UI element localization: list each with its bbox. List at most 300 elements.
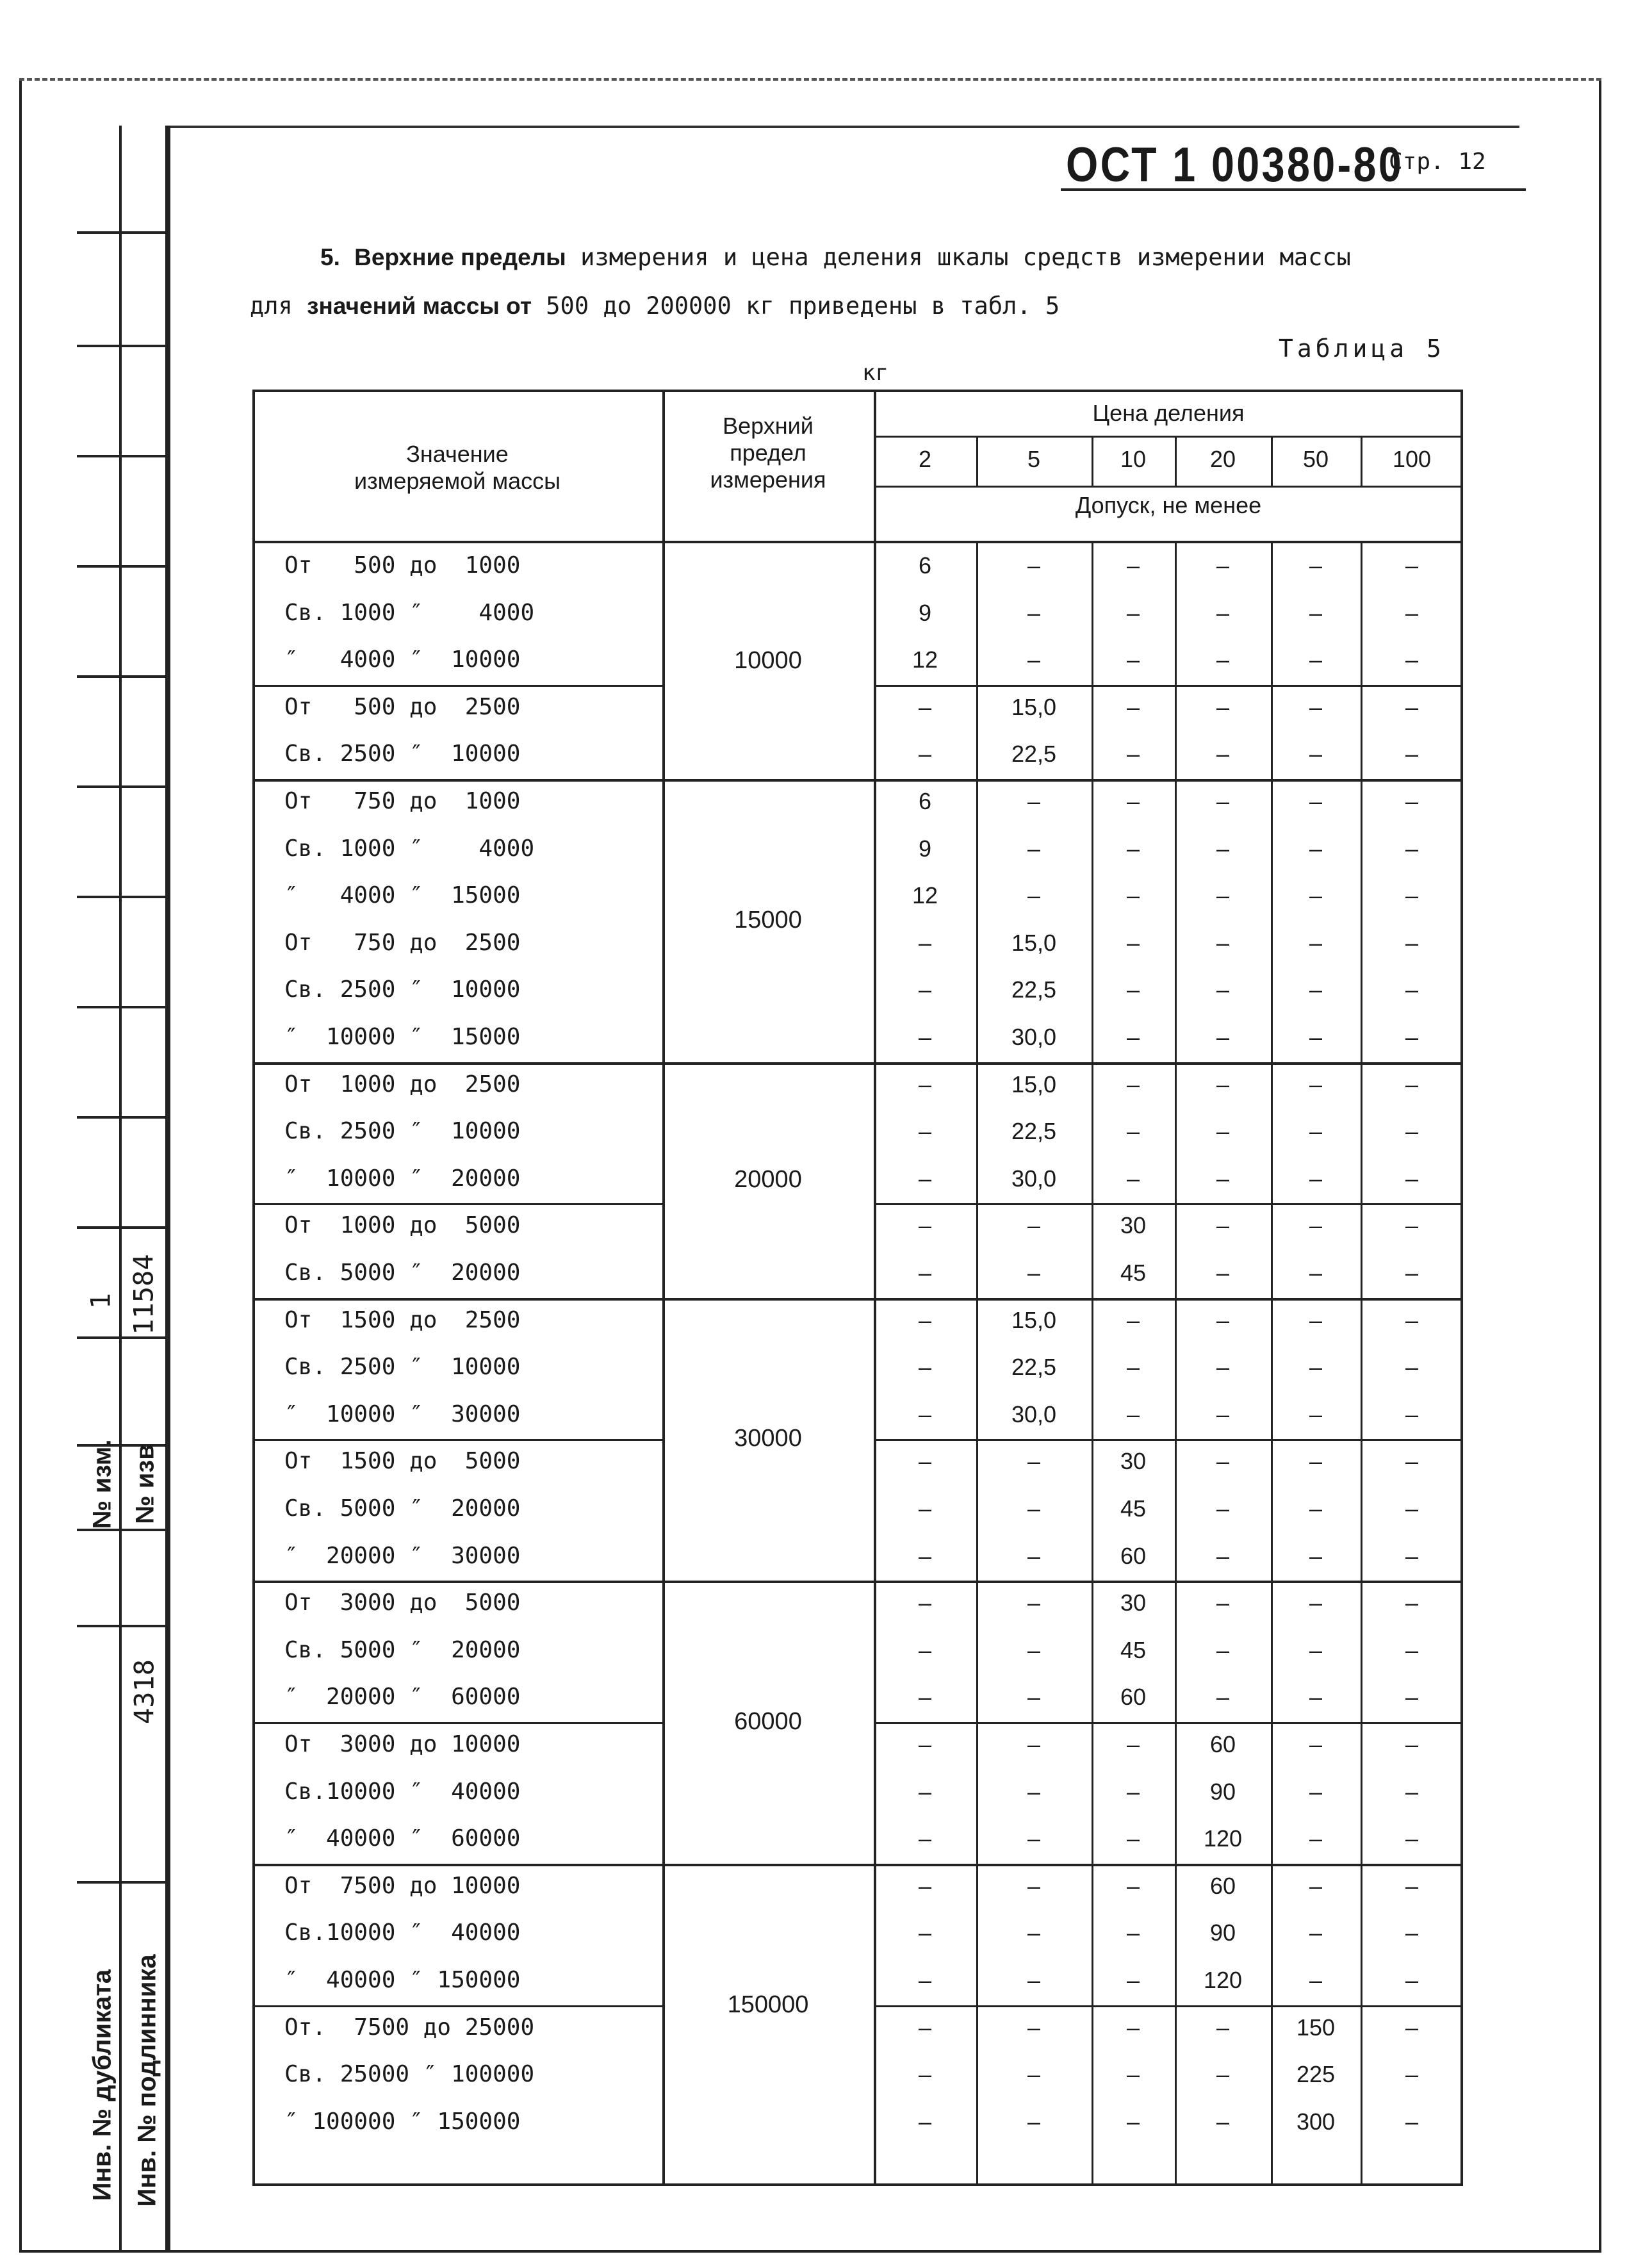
tolerance-cell: –	[1309, 1919, 1323, 1946]
tolerance-cell: 60	[1120, 1542, 1147, 1569]
row-label: Св. 1000 ″ 4000	[284, 835, 535, 862]
row-label: От 1500 до 5000	[284, 1448, 521, 1475]
tolerance-cell: –	[918, 1919, 932, 1946]
upper-limit-value: 20000	[734, 1165, 802, 1193]
subgroup-rule	[252, 1203, 662, 1205]
tolerance-cell: 45	[1120, 1495, 1147, 1522]
strip-rule	[77, 1116, 168, 1119]
paragraph-line-2	[250, 292, 1059, 320]
tolerance-cell: –	[1027, 1872, 1041, 1899]
tolerance-cell: 15,0	[1011, 1306, 1057, 1333]
row-label: Св. 5000 ″ 20000	[284, 1260, 521, 1286]
tolerance-cell: –	[1216, 1684, 1230, 1711]
row-label: От 750 до 1000	[284, 788, 521, 814]
tolerance-cell: 12	[912, 646, 938, 673]
row-label: ″ 20000 ″ 60000	[284, 1684, 521, 1711]
tolerance-cell: –	[1405, 1212, 1419, 1239]
paragraph-bold-2: значений массы от	[307, 293, 532, 319]
subgroup-rule	[252, 685, 662, 687]
tolerance-cell: –	[1027, 788, 1041, 814]
tolerance-cell: –	[1309, 1165, 1323, 1192]
tolerance-cell: –	[1216, 1542, 1230, 1569]
tolerance-cell: –	[1126, 646, 1140, 673]
tolerance-cell: –	[1405, 646, 1419, 673]
tolerance-cell: 30	[1120, 1590, 1147, 1616]
tolerance-cell: –	[1309, 693, 1323, 720]
tolerance-cell: –	[1027, 1778, 1041, 1805]
group-rule	[252, 1581, 1463, 1583]
tolerance-cell: –	[1405, 741, 1419, 768]
tolerance-cell: 15,0	[1011, 929, 1057, 956]
tolerance-cell: –	[1126, 741, 1140, 768]
tolerance-cell: –	[1405, 788, 1419, 814]
tolerance-cell: 22,5	[1011, 976, 1057, 1003]
tolerance-cell: –	[1216, 1118, 1230, 1145]
tolerance-cell: –	[1027, 1448, 1041, 1475]
strip-rule	[77, 896, 168, 898]
tolerance-cell: –	[1216, 2014, 1230, 2041]
notice-number: 11584	[127, 1254, 160, 1335]
tolerance-cell: 6	[918, 552, 932, 579]
tolerance-cell: –	[1216, 1071, 1230, 1097]
tolerance-cell: –	[1405, 1825, 1419, 1852]
tolerance-cell: –	[1027, 2108, 1041, 2135]
tolerance-cell: –	[1027, 1825, 1041, 1852]
paragraph-text-2b: 500 до 200000 кг приведены в табл. 5	[546, 292, 1060, 320]
tolerance-cell: –	[1309, 1825, 1323, 1852]
tolerance-cell: –	[1309, 882, 1323, 909]
tolerance-cell: –	[1126, 1024, 1140, 1050]
tolerance-cell: –	[1405, 693, 1419, 720]
row-label: Св. 25000 ″ 100000	[284, 2061, 535, 2088]
tolerance-cell: –	[1309, 929, 1323, 956]
tolerance-cell: –	[1216, 693, 1230, 720]
tolerance-cell: –	[1027, 2014, 1041, 2041]
tolerance-cell: 30,0	[1011, 1165, 1057, 1192]
tolerance-cell: –	[1405, 1071, 1419, 1097]
tolerance-cell: –	[1309, 1024, 1323, 1050]
header-division-5: 5	[1027, 446, 1041, 472]
header-rule	[874, 436, 1463, 438]
tolerance-cell: –	[918, 693, 932, 720]
tolerance-cell: –	[1216, 1495, 1230, 1522]
table-left-border	[252, 390, 255, 2183]
row-label: Св. 1000 ″ 4000	[284, 599, 535, 626]
header-division-20: 20	[1209, 446, 1236, 472]
tolerance-cell: –	[1126, 693, 1140, 720]
tolerance-cell: –	[918, 1967, 932, 1993]
paragraph-number: 5.	[320, 244, 340, 270]
header-tolerance: Допуск, не менее	[1075, 492, 1262, 518]
subgroup-rule	[874, 1439, 1463, 1441]
tolerance-cell: –	[1126, 1872, 1140, 1899]
tolerance-cell: –	[1027, 1636, 1041, 1663]
tolerance-cell: –	[918, 1401, 932, 1427]
tolerance-cell: –	[1216, 1212, 1230, 1239]
tolerance-cell: –	[918, 1024, 932, 1050]
tolerance-cell: –	[918, 1165, 932, 1192]
tolerance-cell: –	[918, 1636, 932, 1663]
tolerance-cell: –	[918, 976, 932, 1003]
tolerance-cell: –	[1405, 976, 1419, 1003]
tolerance-cell: –	[1216, 882, 1230, 909]
row-label: Св. 5000 ″ 20000	[284, 1495, 521, 1522]
tolerance-cell: –	[1126, 835, 1140, 862]
tolerance-cell: –	[918, 1825, 932, 1852]
row-label: От 1000 до 5000	[284, 1212, 521, 1239]
paragraph-text-1: измерения и цена деления шкалы средств измерении массы	[580, 243, 1351, 271]
strip-rule	[77, 231, 168, 234]
tolerance-cell: –	[1405, 835, 1419, 862]
tolerance-cell: –	[1027, 646, 1041, 673]
tolerance-cell: –	[918, 1731, 932, 1757]
tolerance-cell: –	[918, 2108, 932, 2135]
tolerance-cell: –	[1216, 552, 1230, 579]
tolerance-cell: –	[1126, 599, 1140, 626]
tolerance-cell: –	[1126, 1354, 1140, 1381]
change-number: 1	[85, 1292, 117, 1310]
tolerance-cell: –	[1126, 1306, 1140, 1333]
tolerance-cell: –	[1309, 1778, 1323, 1805]
tolerance-cell: –	[1216, 1401, 1230, 1427]
row-label: ″ 100000 ″ 150000	[284, 2108, 521, 2135]
tolerance-cell: –	[1216, 1260, 1230, 1286]
change-no-label: № изм.	[88, 1439, 117, 1529]
row-label: Св. 2500 ″ 10000	[284, 741, 521, 768]
tolerance-cell: –	[1309, 1306, 1323, 1333]
tolerance-cell: –	[1309, 1636, 1323, 1663]
header-division-2: 2	[918, 446, 932, 472]
tolerance-cell: –	[1216, 599, 1230, 626]
tolerance-cell: –	[1216, 929, 1230, 956]
duplicate-inventory-label: Инв. № дубликата	[88, 1969, 117, 2201]
header-mass-value: Значение измеряемой массы	[354, 441, 561, 494]
tolerance-cell: 60	[1209, 1731, 1236, 1757]
row-label: От 1000 до 2500	[284, 1071, 521, 1097]
tolerance-cell: –	[1027, 1919, 1041, 1946]
tolerance-cell: 6	[918, 788, 932, 814]
tolerance-cell: –	[1405, 1542, 1419, 1569]
tolerance-cell: 12	[912, 882, 938, 909]
group-rule	[252, 1298, 1463, 1301]
tolerance-cell: –	[1405, 1919, 1419, 1946]
tolerance-cell: –	[1216, 1306, 1230, 1333]
tolerance-cell: –	[1126, 2108, 1140, 2135]
tolerance-cell: –	[1309, 1495, 1323, 1522]
tolerance-cell: –	[1309, 1731, 1323, 1757]
header-upper-limit: Верхний предел измерения	[710, 413, 826, 493]
row-label: Св. 2500 ″ 10000	[284, 976, 521, 1003]
tolerance-cell: –	[1309, 1684, 1323, 1711]
tolerance-cell: –	[1126, 976, 1140, 1003]
tolerance-cell: –	[1126, 1825, 1140, 1852]
tolerance-cell: 15,0	[1011, 693, 1057, 720]
tolerance-cell: –	[1126, 1731, 1140, 1757]
row-label: От 1500 до 2500	[284, 1306, 521, 1333]
tolerance-cell: –	[1405, 1872, 1419, 1899]
tolerance-cell: –	[1309, 1260, 1323, 1286]
tolerance-cell: –	[1027, 599, 1041, 626]
row-label: ″ 10000 ″ 20000	[284, 1165, 521, 1192]
tolerance-cell: 30,0	[1011, 1401, 1057, 1427]
tolerance-cell: 90	[1209, 1919, 1236, 1946]
tolerance-cell: –	[1216, 1024, 1230, 1050]
tolerance-cell: –	[1126, 1967, 1140, 1993]
tolerance-cell: –	[1405, 1306, 1419, 1333]
row-label: От 7500 до 10000	[284, 1872, 521, 1899]
group-rule	[252, 1062, 1463, 1065]
tolerance-cell: –	[1126, 552, 1140, 579]
tolerance-cell: –	[1216, 1165, 1230, 1192]
tolerance-cell: –	[1405, 1260, 1419, 1286]
tolerance-cell: –	[1126, 1401, 1140, 1427]
tolerance-cell: –	[1309, 646, 1323, 673]
header-rule	[874, 486, 1463, 488]
tolerance-cell: –	[1405, 1684, 1419, 1711]
tolerance-cell: –	[1405, 1401, 1419, 1427]
tolerance-cell: –	[918, 1495, 932, 1522]
tolerance-cell: –	[1027, 1260, 1041, 1286]
tolerance-cell: –	[1216, 1354, 1230, 1381]
row-label: ″ 20000 ″ 30000	[284, 1542, 521, 1569]
tolerance-cell: –	[1309, 1401, 1323, 1427]
upper-limit-value: 10000	[734, 647, 802, 674]
tolerance-cell: –	[1027, 2061, 1041, 2088]
paragraph-line-1	[320, 243, 1351, 271]
strip-rule	[77, 1881, 168, 1884]
tolerance-cell: –	[1309, 1967, 1323, 1993]
row-label: ″ 10000 ″ 15000	[284, 1024, 521, 1050]
tolerance-cell: –	[1027, 1731, 1041, 1757]
row-label: ″ 10000 ″ 30000	[284, 1401, 521, 1427]
group-rule	[252, 1864, 1463, 1866]
subgroup-rule	[252, 1439, 662, 1441]
row-label: Св.10000 ″ 40000	[284, 1778, 521, 1805]
tolerance-cell: –	[1126, 1118, 1140, 1145]
tolerance-cell: –	[1309, 552, 1323, 579]
tolerance-cell: –	[1216, 1636, 1230, 1663]
tolerance-cell: –	[1216, 835, 1230, 862]
paragraph-bold-1: Верхние пределы	[354, 244, 566, 270]
tolerance-cell: –	[1309, 599, 1323, 626]
row-label: От 3000 до 10000	[284, 1731, 521, 1757]
row-label: От 3000 до 5000	[284, 1590, 521, 1616]
tolerance-cell: 90	[1209, 1778, 1236, 1805]
tolerance-cell: –	[1309, 1118, 1323, 1145]
tolerance-cell: –	[918, 1872, 932, 1899]
row-label: Св.10000 ″ 40000	[284, 1919, 521, 1946]
tolerance-cell: –	[1027, 1967, 1041, 1993]
tolerance-cell: 45	[1120, 1260, 1147, 1286]
tolerance-cell: 150	[1296, 2014, 1336, 2041]
tolerance-cell: –	[1126, 882, 1140, 909]
tolerance-cell: –	[1405, 1636, 1419, 1663]
tolerance-cell: –	[1309, 1448, 1323, 1475]
tolerance-cell: 15,0	[1011, 1071, 1057, 1097]
tolerance-cell: –	[1027, 1212, 1041, 1239]
subgroup-rule	[874, 685, 1463, 687]
strip-col-left	[77, 126, 122, 2250]
tolerance-cell: 45	[1120, 1636, 1147, 1663]
tolerance-cell: –	[1405, 1354, 1419, 1381]
tolerance-cell: –	[1126, 1919, 1140, 1946]
tolerance-cell: –	[1309, 741, 1323, 768]
tolerance-cell: –	[1309, 1872, 1323, 1899]
header-division-price: Цена деления	[1092, 400, 1245, 426]
subgroup-rule	[252, 2005, 662, 2007]
tolerance-cell: 9	[918, 835, 932, 862]
tolerance-cell: –	[918, 1684, 932, 1711]
row-label: ″ 4000 ″ 15000	[284, 882, 521, 909]
tolerance-cell: 30	[1120, 1448, 1147, 1475]
table-unit: кг	[862, 360, 888, 386]
tolerance-cell: –	[918, 1212, 932, 1239]
subgroup-rule	[874, 2005, 1463, 2007]
tolerance-cell: –	[1216, 2108, 1230, 2135]
upper-limit-value: 15000	[734, 906, 802, 933]
tolerance-cell: –	[1216, 976, 1230, 1003]
strip-rule	[77, 565, 168, 568]
tolerance-cell: –	[918, 1071, 932, 1097]
tolerance-cell: –	[918, 929, 932, 956]
tolerance-cell: –	[1027, 882, 1041, 909]
tolerance-cell: –	[1027, 1542, 1041, 1569]
strip-rule	[77, 1625, 168, 1627]
tolerance-cell: –	[1126, 929, 1140, 956]
strip-rule	[77, 455, 168, 457]
tolerance-cell: –	[1027, 552, 1041, 579]
tolerance-cell: –	[1309, 1542, 1323, 1569]
row-label: Св. 2500 ″ 10000	[284, 1354, 521, 1381]
tolerance-cell: –	[1309, 1354, 1323, 1381]
tolerance-cell: –	[1309, 835, 1323, 862]
tolerance-cell: –	[1405, 929, 1419, 956]
upper-limit-value: 150000	[727, 1991, 809, 2018]
tolerance-cell: 9	[918, 599, 932, 626]
tolerance-cell: –	[1216, 646, 1230, 673]
row-label: ″ 40000 ″ 60000	[284, 1825, 521, 1852]
header-rule	[1061, 188, 1526, 191]
tolerance-cell: –	[1027, 1684, 1041, 1711]
tolerance-cell: 225	[1296, 2061, 1336, 2088]
tolerance-cell: –	[918, 1354, 932, 1381]
tolerance-cell: –	[1405, 1495, 1419, 1522]
tolerance-cell: 30,0	[1011, 1024, 1057, 1050]
tolerance-cell: –	[1126, 1071, 1140, 1097]
row-label: Св. 5000 ″ 20000	[284, 1636, 521, 1663]
tolerance-cell: –	[1405, 2014, 1419, 2041]
paragraph-text-2a: для	[250, 292, 293, 320]
document-number: ОСТ 1 00380-80	[1066, 138, 1404, 192]
tolerance-cell: –	[1309, 1590, 1323, 1616]
tolerance-cell: –	[918, 2061, 932, 2088]
tolerance-cell: –	[1126, 2014, 1140, 2041]
tolerance-cell: –	[1216, 2061, 1230, 2088]
tolerance-cell: –	[1309, 788, 1323, 814]
row-label: От 750 до 2500	[284, 929, 521, 956]
row-label: Св. 2500 ″ 10000	[284, 1118, 521, 1145]
tolerance-cell: 120	[1203, 1967, 1243, 1993]
original-inventory-number: 4318	[128, 1659, 160, 1725]
table	[252, 390, 1463, 2183]
strip-rule	[77, 675, 168, 678]
strip-rule	[77, 785, 168, 788]
tolerance-cell: 22,5	[1011, 1354, 1057, 1381]
tolerance-cell: 60	[1209, 1872, 1236, 1899]
tolerance-cell: –	[1027, 835, 1041, 862]
row-label: От 500 до 2500	[284, 693, 521, 720]
tolerance-cell: 22,5	[1011, 741, 1057, 768]
header-bottom-rule	[252, 541, 1463, 543]
group-rule	[252, 779, 1463, 782]
tolerance-cell: –	[918, 1306, 932, 1333]
tolerance-cell: –	[1405, 1118, 1419, 1145]
original-inventory-label: Инв. № подлинника	[133, 1954, 161, 2207]
notice-no-label: № изв	[131, 1444, 160, 1524]
tolerance-cell: –	[1405, 1448, 1419, 1475]
tolerance-cell: –	[1309, 1071, 1323, 1097]
tolerance-cell: –	[1216, 1448, 1230, 1475]
tolerance-cell: –	[1405, 1731, 1419, 1757]
tolerance-cell: –	[1405, 2061, 1419, 2088]
table-top-border	[252, 390, 1463, 392]
strip-rule	[77, 345, 168, 347]
header-division-50: 50	[1302, 446, 1329, 472]
tolerance-cell: 300	[1296, 2108, 1336, 2135]
tolerance-cell: 60	[1120, 1684, 1147, 1711]
tolerance-cell: –	[1216, 741, 1230, 768]
tolerance-cell: –	[1405, 1590, 1419, 1616]
upper-limit-value: 30000	[734, 1425, 802, 1452]
page-number: Стр. 12	[1389, 149, 1486, 175]
subgroup-rule	[874, 1722, 1463, 1724]
row-label: ″ 4000 ″ 10000	[284, 646, 521, 673]
side-strip	[77, 126, 168, 2250]
tolerance-cell: –	[918, 1778, 932, 1805]
tolerance-cell: –	[1405, 1778, 1419, 1805]
tolerance-cell: –	[1216, 788, 1230, 814]
tolerance-cell: –	[918, 2014, 932, 2041]
tolerance-cell: –	[1405, 882, 1419, 909]
tolerance-cell: –	[918, 1260, 932, 1286]
tolerance-cell: –	[918, 741, 932, 768]
tolerance-cell: –	[1405, 1165, 1419, 1192]
strip-rule	[77, 1006, 168, 1008]
tolerance-cell: –	[1405, 552, 1419, 579]
row-label: От 500 до 1000	[284, 552, 521, 579]
subgroup-rule	[874, 1203, 1463, 1205]
tolerance-cell: –	[1027, 1590, 1041, 1616]
tolerance-cell: 120	[1203, 1825, 1243, 1852]
tolerance-cell: –	[1405, 1967, 1419, 1993]
tolerance-cell: –	[1405, 599, 1419, 626]
tolerance-cell: 30	[1120, 1212, 1147, 1239]
tolerance-cell: –	[1126, 1165, 1140, 1192]
strip-col-right	[122, 126, 168, 2250]
tolerance-cell: –	[1309, 976, 1323, 1003]
tolerance-cell: –	[1309, 1212, 1323, 1239]
header-division-100: 100	[1392, 446, 1432, 472]
tolerance-cell: –	[918, 1590, 932, 1616]
tolerance-cell: –	[1027, 1495, 1041, 1522]
strip-rule	[77, 1226, 168, 1229]
header-division-10: 10	[1120, 446, 1147, 472]
tolerance-cell: –	[1126, 1778, 1140, 1805]
tolerance-cell: 22,5	[1011, 1118, 1057, 1145]
tolerance-cell: –	[918, 1448, 932, 1475]
tolerance-cell: –	[1216, 1590, 1230, 1616]
table-caption: Таблица 5	[1279, 334, 1445, 363]
